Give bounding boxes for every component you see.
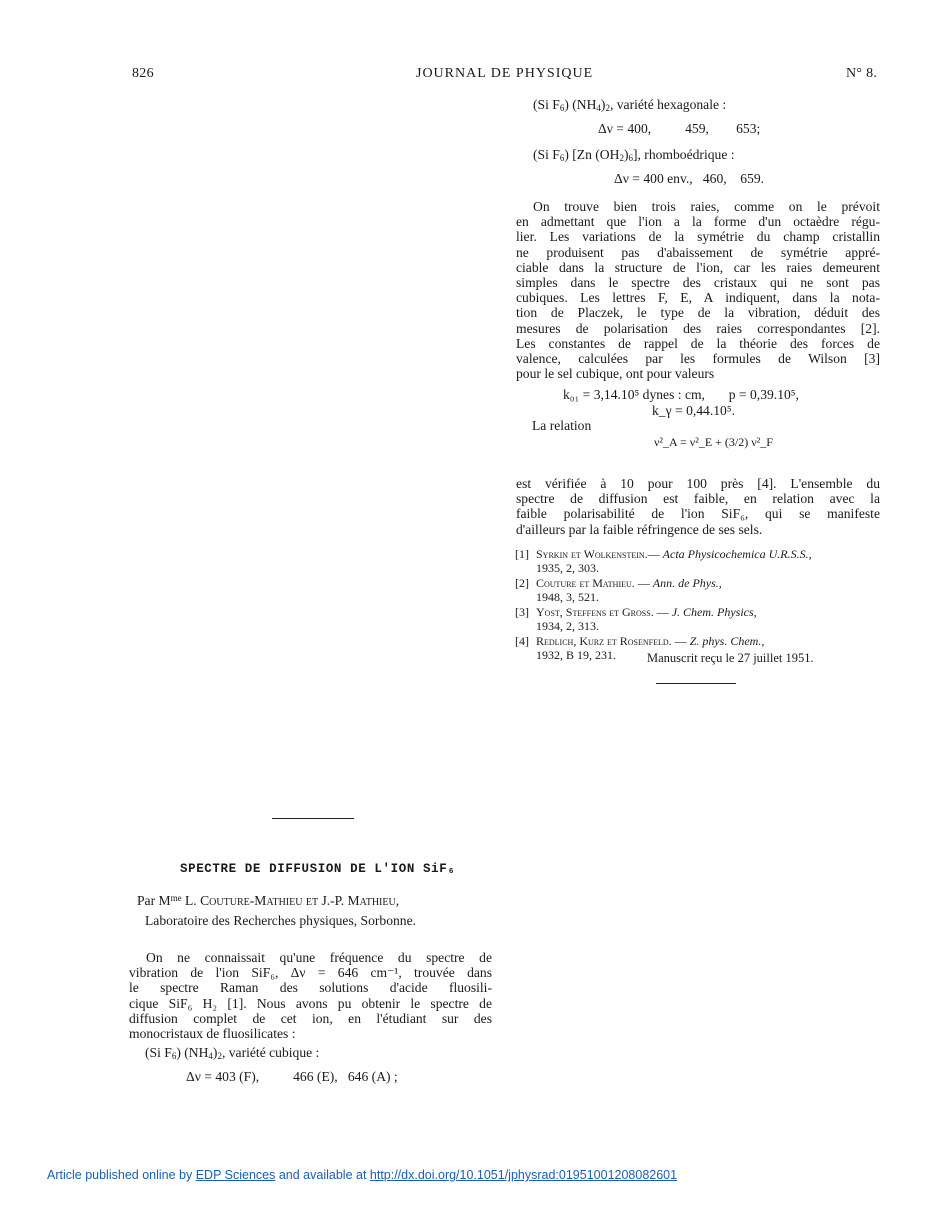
hexagonal-values: Δν = 400, 459, 653; (598, 121, 761, 136)
rhombohedral-values: Δν = 400 env., 460, 659. (614, 171, 765, 186)
publication-footer: Article published online by EDP Sciences and available at http://dx.doi.org/10.1051/jphysrad:01951001208082601 (47, 1168, 678, 1182)
text-line: On ne connaissait qu'une fréquence du spectre de (146, 950, 492, 965)
affiliation: Laboratoire des Recherches physiques, Sorbonne. (145, 913, 417, 928)
article-title: SPECTRE DE DIFFUSION DE L'ION SiF₆ (180, 862, 456, 876)
discussion-paragraph (516, 199, 880, 381)
text-line: vibration de l'ion SiF₆, Δν = 646 cm⁻¹, trouvée dans (129, 965, 492, 981)
text-line: Les constantes de rappel de la théorie des forces de (516, 335, 880, 351)
introduction-paragraph (129, 950, 492, 1041)
text-line: spectre de diffusion est faible, en relation avec la (516, 491, 880, 507)
text-line: est vérifiée à 10 pour 100 près [4]. L'ensemble du (516, 476, 880, 491)
text-line: le spectre Raman des solutions d'acide fluosili- (129, 980, 492, 996)
article-separator-rule (272, 818, 354, 819)
text-line: cique SiF₆ H₂ [1]. Nous avons pu obtenir le spectre de (129, 995, 492, 1011)
cubic-variety-label: (Si $F_6$) $(NH_4)_2$, variété cubique : (145, 1045, 320, 1061)
running-head: JOURNAL DE PHYSIQUE (416, 66, 594, 81)
page-number: 826 (132, 66, 154, 81)
text-line: lier. Les variations de la symétrie du champ cristallin (516, 229, 880, 245)
text-line: en admettant que l'ion a la forme d'un octaèdre régu- (516, 214, 880, 230)
text-line: simples dans le spectre des cristaux qui ne sont pas (516, 275, 880, 291)
end-of-article-rule (656, 683, 736, 684)
text-line: mesures de polarisation des raies correspondantes [2]. (516, 320, 880, 336)
relation-formula: ν²_A = ν²_E + (3/2) ν²_F (654, 435, 773, 449)
manuscript-received-note: Manuscrit reçu le 27 juillet 1951. (647, 651, 814, 665)
conclusion-paragraph (516, 476, 880, 537)
text-line: cubiques. Les lettres F, E, A indiquent, dans la nota- (516, 290, 880, 306)
rhombohedral-variety-label: (Si $F_6$) [Zn $(OH_2)_6$], rhomboédrique : (533, 147, 735, 163)
reference-item: [2] Couture et Mathieu. — Ann. de Phys., 1948, 3, 521. (515, 576, 722, 604)
reference-item: [4] Redlich, Kurz et Rosenfeld. — Z. phys. Chem., 1932, B 19, 231. (515, 634, 765, 662)
text-line: tion de Placzek, le type de la vibration, déduit des (516, 305, 880, 321)
reference-item: [3] Yost, Steffens et Gross. — J. Chem. Physics, 1934, 2, 313. (515, 605, 757, 633)
text-line: faible polarisabilité de l'ion SiF₆, qui se manifeste (516, 506, 880, 522)
doi-link[interactable]: http://dx.doi.org/10.1051/jphysrad:01951001208082601 (369, 1168, 678, 1182)
cubic-values: Δν = 403 (F), 466 (E), 646 (A) ; (186, 1069, 398, 1084)
text-line: ne produisent pas d'abaissement de symétrie appré- (516, 244, 880, 260)
text-line: d'ailleurs par la faible réfringence de ses sels. (516, 521, 763, 537)
text-line: diffusion complet de cet ion, en l'étudiant sur des (129, 1010, 492, 1026)
text-line: ciable dans la structure de l'ion, car les raies demeurent (516, 259, 880, 275)
text-line: valence, calculées par les formules de Wilson [3] (516, 351, 880, 367)
issue-number: N° 8. (846, 66, 878, 81)
byline: Par $M^{me}$ L. Couture-Mathieu et J.-P. Mathieu, (137, 893, 400, 908)
text-line: On trouve bien trois raies, comme on le prévoit (533, 199, 880, 214)
references-list (515, 548, 882, 664)
relation-label: La relation (532, 418, 592, 433)
edp-sciences-link[interactable]: EDP Sciences (195, 1168, 276, 1182)
force-constants-line-2: k_γ = 0,44.10⁵. (652, 403, 735, 418)
hexagonal-variety-label: (Si $F_6$) $(NH_4)_2$, variété hexagonale : (533, 97, 727, 113)
reference-item: [1] Syrkin et Wolkenstein.— Acta Physicochemica U.R.S.S., 1935, 2, 303. (515, 547, 812, 575)
text-line: pour le sel cubique, ont pour valeurs (516, 366, 715, 382)
text-line: monocristaux de fluosilicates : (129, 1026, 296, 1042)
force-constants-line-1: k₀₁ = 3,14.10⁵ dynes : cm, p = 0,39.10⁵, (563, 387, 799, 402)
